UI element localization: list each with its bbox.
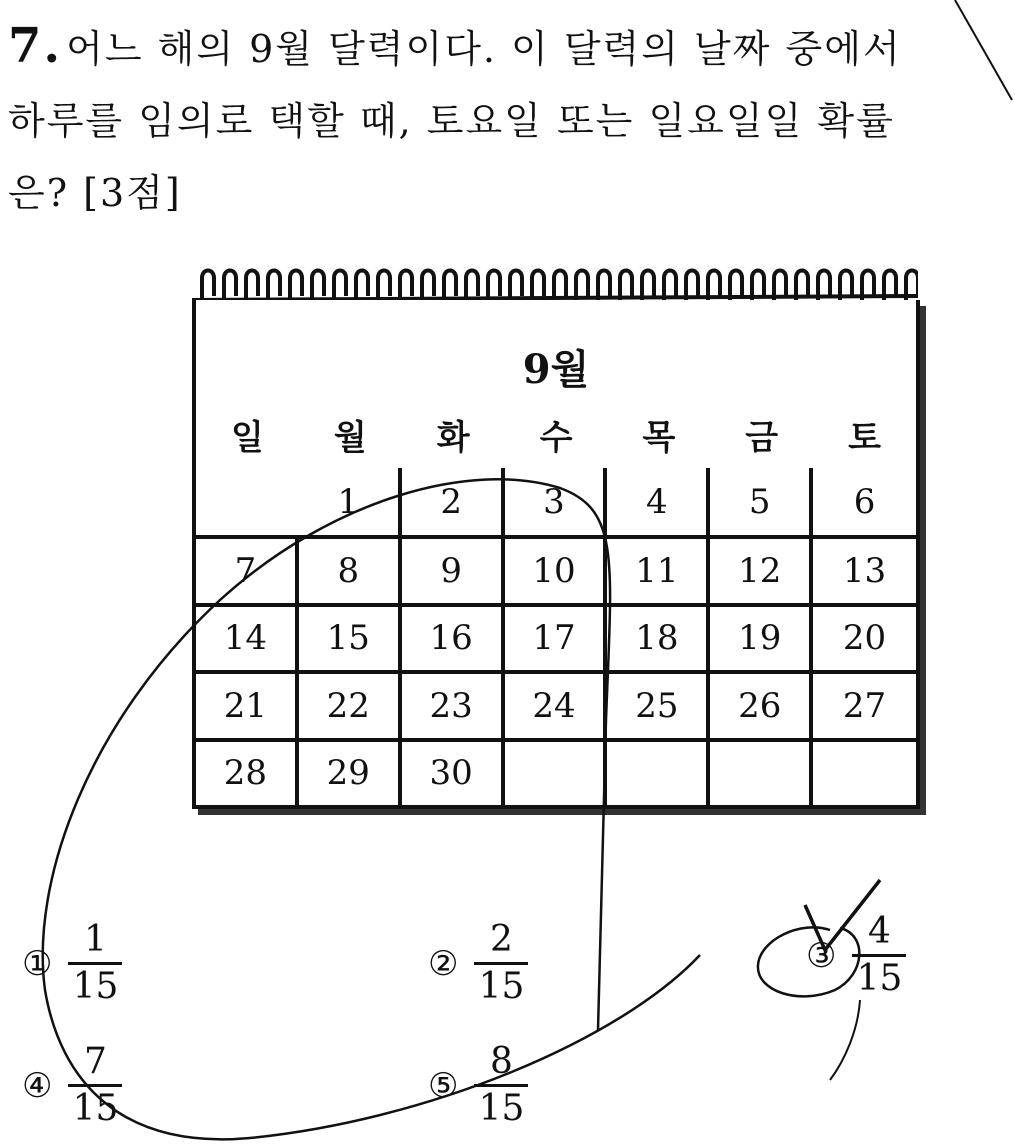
choice-2[interactable]: [428, 918, 528, 1009]
choice-1[interactable]: [22, 918, 122, 1009]
choice-4-mark: ④: [22, 1065, 53, 1106]
choice-5-mark: ⑤: [428, 1065, 459, 1106]
choice-4-fraction: [68, 1040, 122, 1131]
choice-1-denominator: 15: [72, 966, 119, 1007]
calendar-day-cell: 12: [710, 535, 813, 602]
choice-5-numerator: 8: [490, 1041, 513, 1082]
choice-1-numerator: 1: [84, 919, 107, 960]
choice-3-fraction: [852, 910, 906, 1001]
choice-2-numerator: 2: [490, 919, 513, 960]
choice-3-denominator: 15: [856, 958, 903, 999]
calendar-day-cell: 22: [299, 670, 402, 737]
weekday-sat: 토: [848, 418, 882, 458]
calendar-day-cell: 4: [607, 468, 710, 535]
calendar-day-cell: 15: [299, 603, 402, 670]
calendar-day-cell: 25: [607, 670, 710, 737]
calendar-day-cell: 27: [813, 670, 916, 737]
calendar-day-cell: 13: [813, 535, 916, 602]
calendar-month-title: 9월: [522, 346, 590, 393]
calendar-day-cell: 30: [402, 738, 505, 805]
calendar-day-cell: 2: [402, 468, 505, 535]
calendar-day-cell: 16: [402, 603, 505, 670]
choice-2-mark: ②: [428, 943, 459, 984]
calendar-day-cell: 7: [196, 535, 299, 602]
calendar-day-cell: 21: [196, 670, 299, 737]
choice-4-numerator: 7: [84, 1041, 107, 1082]
choice-2-denominator: 15: [478, 966, 525, 1007]
question-line-3: 은? [3점]: [8, 171, 182, 215]
weekday-tue: 화: [436, 418, 470, 458]
calendar-day-cell: 28: [196, 738, 299, 805]
choice-1-mark: ①: [22, 943, 53, 984]
calendar-day-cell: 23: [402, 670, 505, 737]
weekday-wed: 수: [539, 418, 573, 458]
question-number: 7.: [8, 18, 63, 74]
choice-5-denominator: 15: [478, 1088, 525, 1129]
weekday-thu: 목: [642, 418, 676, 458]
calendar-day-cell: 11: [607, 535, 710, 602]
calendar-day-cell: 8: [299, 535, 402, 602]
weekday-mon: 월: [333, 418, 367, 458]
choice-3[interactable]: [806, 910, 906, 1001]
choice-5[interactable]: [428, 1040, 528, 1131]
weekday-sun: 일: [231, 418, 264, 458]
weekday-fri: 금: [745, 418, 779, 458]
question-line-1: 어느 해의 9월 달력이다. 이 달력의 날짜 중에서: [66, 27, 902, 71]
calendar-day-cell: 14: [196, 603, 299, 670]
calendar-day-cell: 18: [607, 603, 710, 670]
calendar-day-cell: 3: [505, 468, 608, 535]
calendar-day-cell: 19: [710, 603, 813, 670]
choice-3-mark: ③: [806, 935, 837, 976]
calendar-day-cell: 9: [402, 535, 505, 602]
choice-1-fraction: [68, 918, 122, 1009]
choice-5-fraction: [474, 1040, 528, 1131]
calendar-day-cell: 6: [853, 481, 876, 522]
calendar-day-cell: 17: [505, 603, 608, 670]
calendar-day-cell: 10: [505, 535, 608, 602]
calendar-day-cell: 24: [505, 670, 608, 737]
calendar-day-cell: 5: [710, 468, 813, 535]
choice-4[interactable]: [22, 1040, 122, 1131]
calendar-day-cell: 20: [813, 603, 916, 670]
calendar-day-cell: 26: [710, 670, 813, 737]
question-line-2: 하루를 임의로 택할 때, 토요일 또는 일요일일 확률: [8, 99, 895, 143]
calendar-day-cell: 1: [299, 468, 402, 535]
choice-3-numerator: 4: [868, 911, 891, 952]
calendar-day-cell: 29: [299, 738, 402, 805]
choice-2-fraction: [474, 918, 528, 1009]
choice-4-denominator: 15: [72, 1088, 119, 1129]
